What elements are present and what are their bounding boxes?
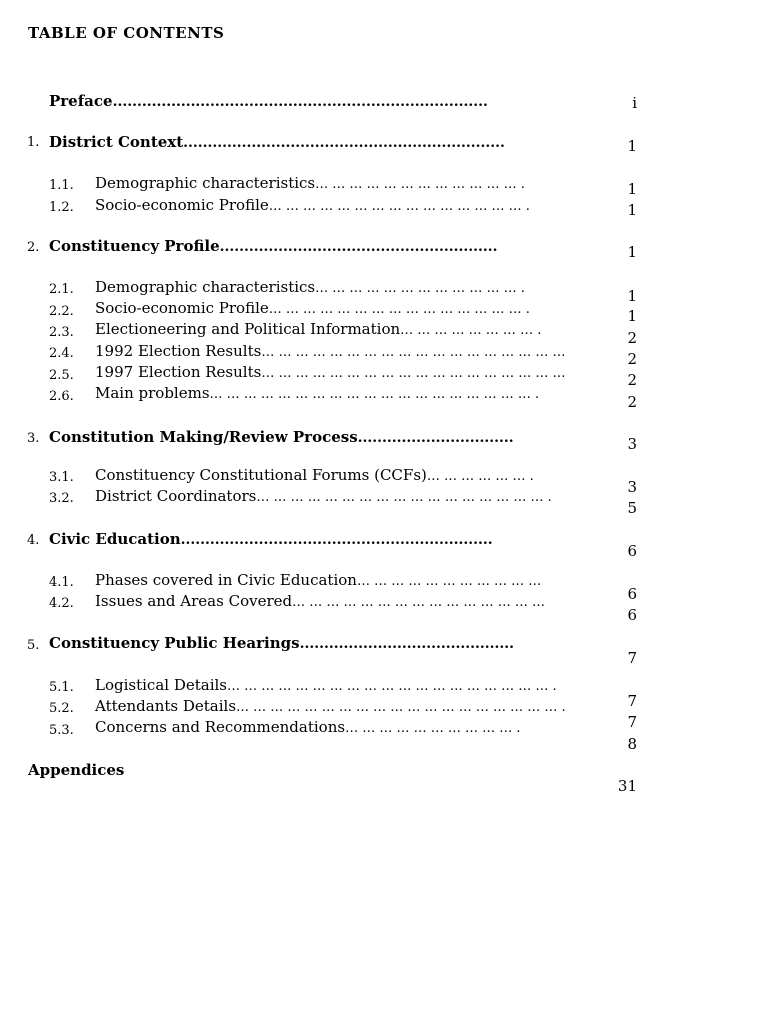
toc-item-2-6 [95, 384, 539, 402]
toc-entry-label: 1992 Election Results [95, 342, 262, 360]
toc-item-number: 5.1. [49, 680, 74, 695]
toc-section-number: 4. [27, 533, 40, 548]
toc-item-number: 2.5. [49, 368, 74, 383]
toc-page-number: i [632, 94, 637, 112]
toc-page-number: 7 [627, 713, 637, 731]
toc-page-number: 3 [627, 435, 637, 453]
toc-entry-label: Constituency Public Hearings [49, 634, 300, 652]
toc-entry-label: Issues and Areas Covered [95, 592, 293, 610]
toc-entry-label: Demographic characteristics [95, 278, 316, 296]
toc-entry-label: Demographic characteristics [95, 174, 316, 192]
leader-dots: … … … … … … … … … … … … … … … . [268, 199, 530, 214]
toc-item-5-3 [95, 718, 521, 736]
toc-item-2-2 [95, 299, 530, 317]
toc-item-3-1 [95, 466, 534, 484]
toc-entry-label: Electioneering and Political Information [95, 320, 401, 338]
toc-section-number: 1. [27, 135, 40, 150]
toc-item-number: 2.1. [49, 282, 74, 297]
toc-page-number: 3 [627, 478, 637, 496]
toc-item-number: 2.4. [49, 346, 74, 361]
toc-item-5-1 [95, 676, 557, 694]
leader-dots: ............................................................................. [112, 94, 488, 110]
toc-item-number: 3.1. [49, 470, 74, 485]
toc-page-number: 7 [627, 649, 637, 667]
toc-item-number: 4.1. [49, 575, 74, 590]
toc-item-5-2 [95, 697, 566, 715]
toc-page-number: 6 [627, 585, 637, 603]
leader-dots: … … … … … … … … … … … … . [315, 177, 525, 192]
toc-item-2-3 [95, 320, 541, 338]
leader-dots: … … … … … … . [426, 469, 534, 484]
leader-dots: … … … … … … … … … … … … … … … [292, 595, 545, 610]
toc-entry-label: Constituency Profile [49, 237, 220, 255]
toc-entry-label: Socio-economic Profile [95, 299, 269, 317]
leader-dots: … … … … … … … … … … … … … … … … … … … . [209, 387, 540, 402]
toc-section-4 [49, 530, 493, 548]
toc-item-number: 2.2. [49, 304, 74, 319]
toc-page-number: 1 [627, 201, 637, 219]
toc-item-1-2 [95, 196, 530, 214]
toc-entry-label: Constituency Constitutional Forums (CCFs) [95, 466, 427, 484]
toc-item-4-1 [95, 571, 541, 589]
toc-item-1-1 [95, 174, 525, 192]
toc-page-number: 2 [627, 393, 637, 411]
leader-dots: ................................................................ [180, 532, 493, 548]
leader-dots: … … … … … … … … … … … … . [315, 281, 525, 296]
toc-item-number: 3.2. [49, 491, 74, 506]
toc-section-number: 3. [27, 431, 40, 446]
toc-page-number: 31 [617, 777, 637, 795]
leader-dots: … … … … … … … … … … … [356, 574, 542, 589]
toc-page-number: 6 [627, 542, 637, 560]
toc-page-number: 8 [627, 735, 637, 753]
toc-page-number: 5 [627, 499, 637, 517]
toc-entry-appendices: Appendices [28, 761, 125, 779]
toc-entry-label: Phases covered in Civic Education [95, 571, 357, 589]
toc-entry-preface [49, 92, 488, 110]
toc-page-number: 2 [627, 329, 637, 347]
toc-section-2 [49, 237, 497, 255]
toc-item-number: 2.3. [49, 325, 74, 340]
leader-dots: … … … … … … … … … … … … … … … … … … … . [236, 700, 566, 715]
toc-item-number: 5.2. [49, 701, 74, 716]
toc-page-number: 6 [627, 606, 637, 624]
toc-section-number: 5. [27, 638, 40, 653]
toc-item-4-2 [95, 592, 545, 610]
page-title: TABLE OF CONTENTS [28, 24, 225, 42]
toc-section-5 [49, 634, 514, 652]
toc-page-number: 7 [627, 692, 637, 710]
toc-item-number: 1.2. [49, 200, 74, 215]
leader-dots: .................................................................. [183, 135, 505, 151]
toc-section-number: 2. [27, 240, 40, 255]
toc-item-number: 4.2. [49, 596, 74, 611]
toc-entry-label: District Coordinators [95, 487, 257, 505]
toc-page-number: 1 [627, 137, 637, 155]
toc-page-number: 2 [627, 350, 637, 368]
toc-entry-label: Attendants Details [95, 697, 237, 715]
leader-dots: ................................ [357, 430, 514, 446]
toc-entry-label: 1997 Election Results [95, 363, 262, 381]
toc-entry-label: Preface [49, 92, 113, 110]
toc-entry-label: Concerns and Recommendations [95, 718, 346, 736]
toc-entry-label: Civic Education [49, 530, 181, 548]
toc-page-number: 1 [627, 243, 637, 261]
toc-entry-label: Main problems [95, 384, 210, 402]
toc-entry-label: Socio-economic Profile [95, 196, 269, 214]
toc-item-2-5 [95, 363, 566, 381]
toc-page-number: 1 [627, 287, 637, 305]
toc-item-number: 1.1. [49, 178, 74, 193]
toc-page-number: 1 [627, 307, 637, 325]
toc-item-2-4 [95, 342, 566, 360]
toc-item-number: 5.3. [49, 723, 74, 738]
leader-dots: … … … … … … … … . [400, 323, 542, 338]
toc-entry-label: Logistical Details [95, 676, 227, 694]
toc-entry-label: Constitution Making/Review Process [49, 428, 358, 446]
leader-dots: ......................................................... [219, 239, 498, 255]
toc-item-3-2 [95, 487, 552, 505]
toc-item-number: 2.6. [49, 389, 74, 404]
toc-item-2-1 [95, 278, 525, 296]
toc-page-number: 1 [627, 180, 637, 198]
toc-section-1 [49, 133, 505, 151]
leader-dots: … … … … … … … … … … … … … … … … … . [256, 490, 552, 505]
leader-dots: … … … … … … … … … … … … … … … … … … … . [227, 679, 557, 694]
toc-section-3 [49, 428, 514, 446]
leader-dots: … … … … … … … … … … … … … … … . [268, 302, 530, 317]
leader-dots: … … … … … … … … … … . [345, 721, 521, 736]
leader-dots: ............................................ [299, 636, 515, 652]
toc-entry-label: District Context [49, 133, 184, 151]
leader-dots: … … … … … … … … … … … … … … … … … … [261, 345, 566, 360]
toc-page-number: 2 [627, 371, 637, 389]
leader-dots: … … … … … … … … … … … … … … … … … … [261, 366, 566, 381]
